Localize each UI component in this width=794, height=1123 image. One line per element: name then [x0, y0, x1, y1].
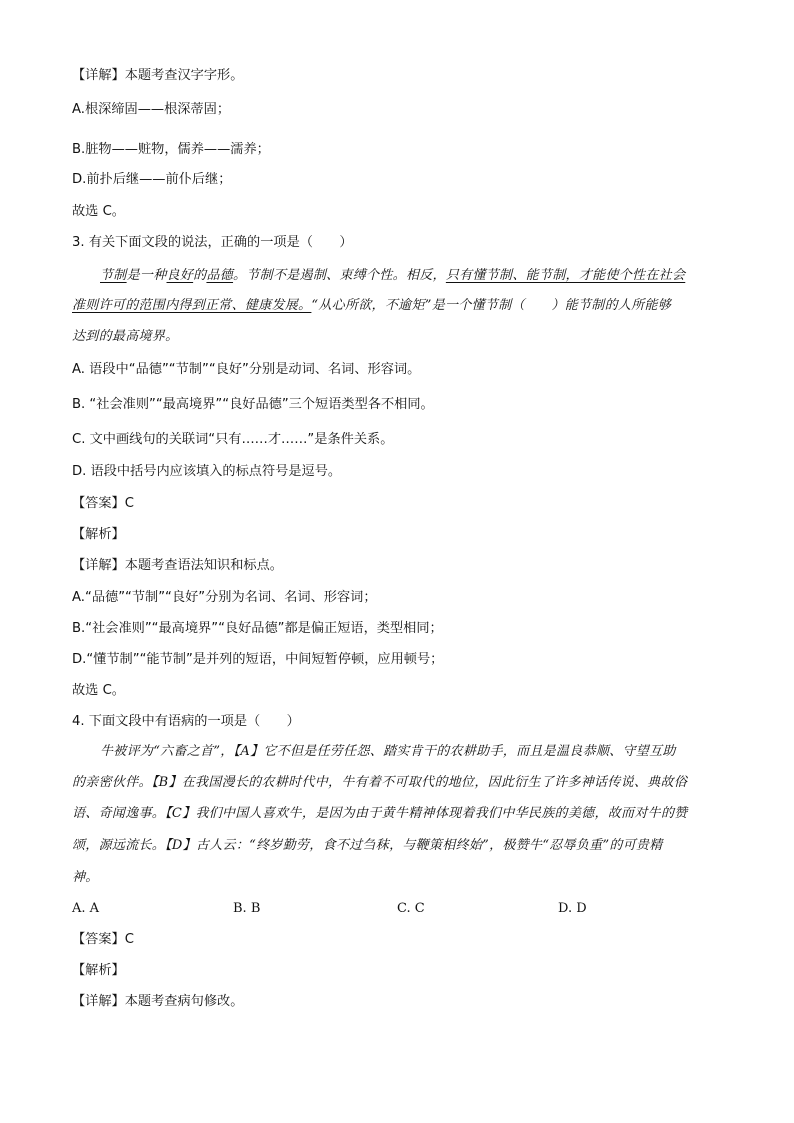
q4-passage-line-4: 颂，源远流长。【D】古人云：“终岁勤劳，食不过刍秣，与鞭策相终始”，极赞牛“忍辱负重”的可贵精 — [72, 838, 663, 853]
q4-passage-line-2: 的亲密伙伴。【B】在我国漫长的农耕时代中，牛有着不可取代的地位，因此衍生了许多神话传说、典故俗 — [72, 775, 688, 790]
question-3-stem: 3. 有关下面文段的说法，正确的一项是（ ） — [72, 235, 353, 250]
underlined-sentence: 准则许可的范围内得到正常、健康发展。 — [72, 298, 312, 313]
underlined-sentence: 只有懂节制、能节制，才能使个性在社会 — [445, 268, 686, 283]
q4-option-c: C. C — [397, 901, 425, 916]
explain-b: B.脏物——赃物，儒养——濡养； — [72, 142, 270, 157]
q3-option-b: B. “社会准则”“最高境界”“良好品德”三个短语类型各不相同。 — [72, 397, 434, 412]
q3-explain-d: D.“懂节制”“能节制”是并列的短语，中间短暂停顿，应用顿号； — [72, 652, 444, 667]
q3-explain-b: B.“社会准则”“最高境界”“良好品德”都是偏正短语，类型相同； — [72, 621, 443, 636]
conclusion: 故选 C。 — [72, 204, 125, 219]
q3-passage-line-3: 达到的最高境界。 — [72, 329, 179, 344]
passage-text: 的 — [193, 268, 207, 283]
q4-passage-line-5: 神。 — [72, 870, 99, 885]
passage-text: 是一种 — [126, 268, 167, 283]
q4-passage-line-3: 语、奇闻逸事。【C】我们中国人喜欢牛，是因为由于黄牛精神体现着我们中华民族的美德，故而对牛的赞 — [72, 806, 688, 821]
q3-option-d: D. 语段中括号内应该填入的标点符号是逗号。 — [72, 464, 342, 479]
q3-passage-line-1 — [100, 266, 685, 286]
q3-detail: 【详解】本题考查语法知识和标点。 — [72, 558, 283, 573]
q4-analysis: 【解析】 — [72, 963, 125, 978]
detail-line: 【详解】本题考查汉字字形。 — [72, 68, 244, 83]
explain-a: A.根深缔固——根深蒂固； — [72, 102, 231, 117]
q4-option-a: A. A — [72, 901, 100, 916]
passage-text: 。节制不是遏制、束缚个性。相反， — [233, 268, 446, 283]
q3-option-a: A. 语段中“品德”“节制”“良好”分别是动词、名词、形容词。 — [72, 362, 421, 377]
explain-d: D.前扑后继——前仆后继； — [72, 172, 232, 187]
q3-passage-line-2 — [72, 296, 671, 316]
underlined-term: 品德 — [206, 268, 234, 283]
question-4-stem: 4. 下面文段中有语病的一项是（ ） — [72, 714, 300, 729]
underlined-term: 良好 — [166, 268, 194, 283]
passage-text: “从心所欲，不逾矩”是一个懂节制（ ）能节制的人所能够 — [311, 298, 672, 313]
q3-analysis: 【解析】 — [72, 527, 125, 542]
q3-conclusion: 故选 C。 — [72, 683, 125, 698]
q3-option-c: C. 文中画线句的关联词“只有……才……”是条件关系。 — [72, 432, 394, 447]
underlined-term: 节制 — [100, 268, 127, 283]
q3-explain-a: A.“品德”“节制”“良好”分别为名词、名词、形容词； — [72, 590, 377, 605]
q4-option-d: D. D — [558, 901, 587, 916]
q4-answer: 【答案】C — [72, 932, 134, 947]
q4-option-b: B. B — [233, 901, 261, 916]
q4-detail: 【详解】本题考查病句修改。 — [72, 994, 244, 1009]
q3-answer: 【答案】C — [72, 496, 134, 511]
q4-passage-line-1: 牛被评为“六畜之首”，【A】它不但是任劳任怨、踏实肯干的农耕助手，而且是温良恭顺、守望互助 — [100, 744, 676, 759]
